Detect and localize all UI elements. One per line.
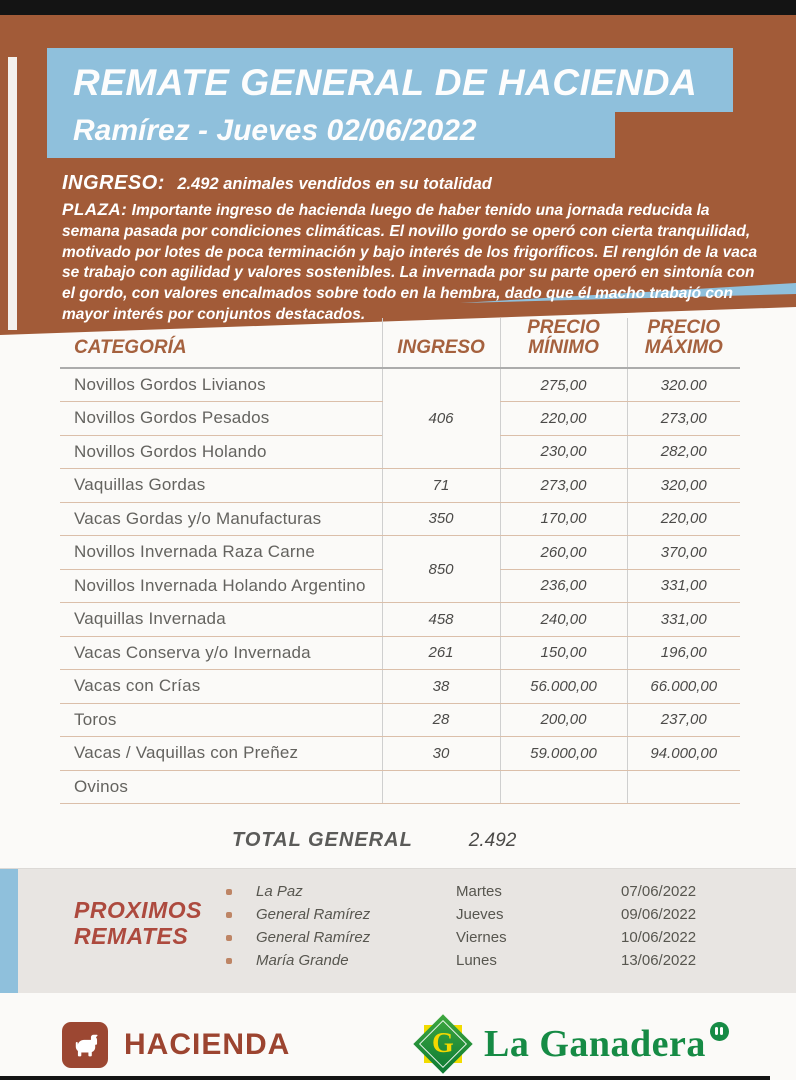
total-general-label: TOTAL GENERAL <box>232 829 413 851</box>
table-row <box>60 603 740 637</box>
category-cell: Novillos Invernada Holando Argentino <box>60 569 382 603</box>
subtitle-banner <box>47 112 615 158</box>
la-ganadera-logo <box>414 1015 729 1073</box>
auction-day: Jueves <box>456 906 504 923</box>
table-row <box>60 703 740 737</box>
precio-maximo-cell: 196,00 <box>627 636 740 670</box>
precio-minimo-cell: 260,00 <box>500 536 627 570</box>
precio-minimo-cell: 56.000,00 <box>500 670 627 704</box>
category-cell: Vaquillas Invernada <box>60 603 382 637</box>
precio-minimo-cell: 220,00 <box>500 402 627 436</box>
upcoming-title-line2: REMATES <box>74 923 189 949</box>
ganadera-diamond-icon <box>414 1015 472 1073</box>
ingreso-summary <box>62 172 492 195</box>
left-blue-accent <box>0 869 18 993</box>
category-cell: Vacas con Crías <box>60 670 382 704</box>
column-header-precio-maximo: PRECIO MÁXIMO <box>627 318 740 368</box>
precio-maximo-cell: 331,00 <box>627 569 740 603</box>
table-header-row <box>60 318 740 368</box>
auction-place: General Ramírez <box>256 906 371 923</box>
ingreso-cell: 350 <box>382 502 500 536</box>
upcoming-auctions-list <box>226 880 741 972</box>
category-cell: Vacas Gordas y/o Manufacturas <box>60 502 382 536</box>
precio-minimo-cell: 59.000,00 <box>500 737 627 771</box>
ganadera-badge-icon <box>710 1022 729 1041</box>
upcoming-auction-item <box>226 949 741 972</box>
precio-minimo-cell: 170,00 <box>500 502 627 536</box>
table-row <box>60 368 740 402</box>
precio-maximo-cell: 282,00 <box>627 435 740 469</box>
ganadera-g-letter: G <box>432 1028 454 1059</box>
prices-table <box>60 318 740 804</box>
precio-maximo-cell: 66.000,00 <box>627 670 740 704</box>
precio-minimo-cell: 230,00 <box>500 435 627 469</box>
upcoming-auctions-title <box>74 897 202 949</box>
table-row <box>60 536 740 570</box>
category-cell: Novillos Invernada Raza Carne <box>60 536 382 570</box>
precio-minimo-cell: 236,00 <box>500 569 627 603</box>
precio-maximo-cell: 331,00 <box>627 603 740 637</box>
table-row <box>60 469 740 503</box>
hacienda-logo <box>62 1022 290 1068</box>
precio-maximo-cell: 220,00 <box>627 502 740 536</box>
upcoming-auctions-section <box>0 868 796 993</box>
precio-minimo-cell <box>500 770 627 804</box>
bottom-black-strip <box>0 1076 770 1080</box>
precio-minimo-cell: 150,00 <box>500 636 627 670</box>
plaza-text: Importante ingreso de hacienda luego de haber tenido una jornada reducida la semana pasada por condiciones climáticas. El novillo gordo se operó con cierta tranquilidad, motivado por lotes de poca terminación y bajo interés de los frigoríficos. El renglón de la vaca se trabajo con agilidad y valores sostenibles. La invernada por su parte operó en sintonía con el gordo, con valores encalmados sobre todo en la hembra, dado que él macho trabajó con mayor interés por conjuntos destacados. <box>62 202 758 323</box>
auction-date: 10/06/2022 <box>621 929 697 946</box>
auction-date: 13/06/2022 <box>621 952 697 969</box>
table-row <box>60 770 740 804</box>
ingreso-cell: 71 <box>382 469 500 503</box>
auction-day: Martes <box>456 883 502 900</box>
category-cell: Vaquillas Gordas <box>60 469 382 503</box>
category-cell: Novillos Gordos Holando <box>60 435 382 469</box>
plaza-label: PLAZA: <box>62 200 128 219</box>
precio-maximo-cell: 237,00 <box>627 703 740 737</box>
upcoming-auction-item <box>226 880 741 903</box>
category-cell: Toros <box>60 703 382 737</box>
ingreso-cell: 406 <box>382 368 500 469</box>
ingreso-cell: 38 <box>382 670 500 704</box>
ingreso-text: 2.492 animales vendidos en su totalidad <box>177 175 492 193</box>
ingreso-cell: 458 <box>382 603 500 637</box>
left-page-edge <box>8 57 17 330</box>
upcoming-auction-item <box>226 926 741 949</box>
total-general-value: 2.492 <box>468 830 517 851</box>
ingreso-cell <box>382 770 500 804</box>
column-header-categoria: CATEGORÍA <box>60 318 382 368</box>
plaza-paragraph <box>62 200 768 326</box>
cow-icon <box>62 1022 108 1068</box>
bullet-icon <box>226 935 232 941</box>
precio-minimo-cell: 240,00 <box>500 603 627 637</box>
auction-day: Viernes <box>456 929 507 946</box>
category-cell: Novillos Gordos Livianos <box>60 368 382 402</box>
total-general-row <box>232 829 516 852</box>
auction-place: La Paz <box>256 883 303 900</box>
hacienda-label: HACIENDA <box>124 1028 291 1061</box>
category-cell: Novillos Gordos Pesados <box>60 402 382 436</box>
precio-maximo-cell: 94.000,00 <box>627 737 740 771</box>
table-row <box>60 737 740 771</box>
precio-maximo-cell <box>627 770 740 804</box>
ingreso-cell: 850 <box>382 536 500 603</box>
top-black-strip <box>0 0 796 15</box>
column-header-ingreso: INGRESO <box>382 318 500 368</box>
page-subtitle: Ramírez - Jueves 02/06/2022 <box>73 114 477 147</box>
category-cell: Vacas Conserva y/o Invernada <box>60 636 382 670</box>
precio-maximo-cell: 370,00 <box>627 536 740 570</box>
auction-date: 09/06/2022 <box>621 906 697 923</box>
bullet-icon <box>226 958 232 964</box>
ingreso-cell: 261 <box>382 636 500 670</box>
auction-place: María Grande <box>256 952 349 969</box>
precio-minimo-cell: 273,00 <box>500 469 627 503</box>
precio-maximo-cell: 320.00 <box>627 368 740 402</box>
category-cell: Vacas / Vaquillas con Preñez <box>60 737 382 771</box>
upcoming-title-line1: PROXIMOS <box>74 897 202 923</box>
ingreso-label: INGRESO: <box>62 172 165 194</box>
bullet-icon <box>226 912 232 918</box>
precio-maximo-cell: 273,00 <box>627 402 740 436</box>
table-row <box>60 502 740 536</box>
auction-place: General Ramírez <box>256 929 371 946</box>
column-header-precio-minimo: PRECIO MÍNIMO <box>500 318 627 368</box>
precio-maximo-cell: 320,00 <box>627 469 740 503</box>
auction-day: Lunes <box>456 952 497 969</box>
auction-date: 07/06/2022 <box>621 883 697 900</box>
ganadera-green-diamond <box>413 1014 472 1073</box>
upcoming-auction-item <box>226 903 741 926</box>
ganadera-label: La Ganadera <box>484 1023 706 1065</box>
bullet-icon <box>226 889 232 895</box>
table-row <box>60 670 740 704</box>
category-cell: Ovinos <box>60 770 382 804</box>
page-title: REMATE GENERAL DE HACIENDA <box>73 62 698 103</box>
precio-minimo-cell: 275,00 <box>500 368 627 402</box>
table-row <box>60 636 740 670</box>
ingreso-cell: 28 <box>382 703 500 737</box>
ingreso-cell: 30 <box>382 737 500 771</box>
title-banner <box>47 48 733 112</box>
precio-minimo-cell: 200,00 <box>500 703 627 737</box>
